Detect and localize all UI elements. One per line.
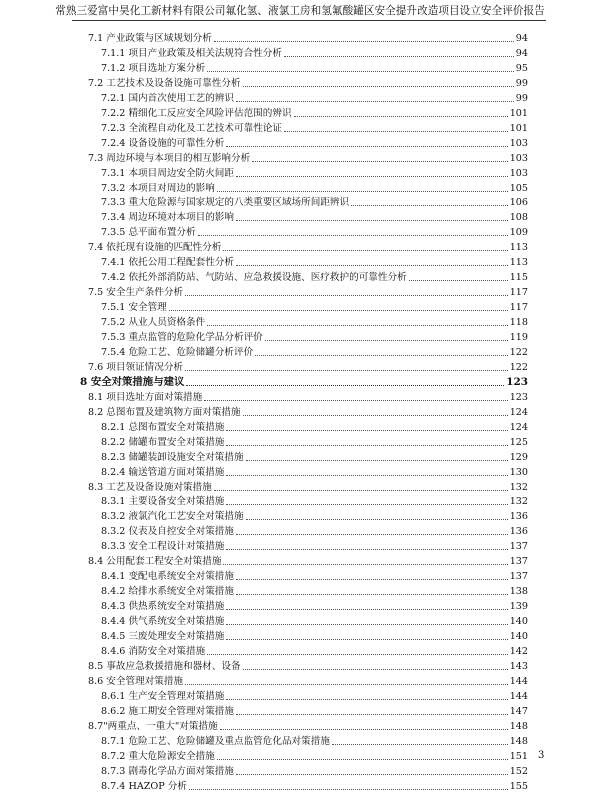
- toc-entry-label: 8.3.3 安全工程设计对策措施: [101, 541, 225, 553]
- toc-entry-page: 117: [509, 287, 528, 299]
- toc-dot-leader: [226, 504, 507, 505]
- toc-entry-label: 8 安全对策措施与建议: [80, 375, 185, 388]
- toc-entry-label: 8.4 公用配套工程安全对策措施: [88, 556, 222, 568]
- toc-entry[interactable]: [101, 433, 528, 448]
- toc-entry-label: 8.4.3 供热系统安全对策措施: [101, 601, 225, 613]
- page-header: 常熟三爱富中昊化工新材料有限公司氟化氢、液氯工房和氢氟酸罐区安全提升改造项目设立安全评价报告: [55, 5, 545, 17]
- toc-dot-leader: [236, 220, 508, 221]
- toc-entry-label: 8.6.2 施工期安全管理对策措施: [101, 705, 234, 717]
- toc-entry-label: 7.4 依托现有设施的匹配性分析: [88, 242, 222, 254]
- toc-entry-page: 137: [509, 541, 528, 553]
- toc-dot-leader: [217, 191, 508, 192]
- toc-dot-leader: [226, 639, 507, 640]
- toc-entry-label: 8.4.1 变配电系统安全对策措施: [101, 571, 234, 583]
- toc-entry-page: 140: [509, 616, 528, 628]
- toc-dot-leader: [207, 654, 507, 655]
- toc-entry[interactable]: [101, 507, 528, 522]
- toc-entry[interactable]: [101, 702, 528, 717]
- toc-entry-label: 7.1 产业政策与区域规划分析: [88, 33, 212, 44]
- toc-entry-label: 7.3.2 本项目对周边的影响: [101, 182, 215, 194]
- toc-dot-leader: [226, 430, 507, 431]
- toc-entry[interactable]: [101, 732, 528, 747]
- toc-entry-page: 140: [509, 631, 528, 642]
- toc-entry-page: 115: [509, 272, 528, 284]
- toc-entry-page: 101: [509, 107, 528, 119]
- toc-dot-leader: [236, 101, 514, 102]
- toc-entry-page: 108: [509, 212, 528, 224]
- toc-entry[interactable]: [101, 582, 528, 597]
- toc-entry-page: 143: [509, 660, 528, 672]
- toc-entry[interactable]: [101, 253, 528, 268]
- toc-entry-page: 118: [509, 317, 528, 329]
- toc-entry-page: 124: [509, 406, 528, 418]
- toc-entry[interactable]: [101, 463, 528, 478]
- toc-entry-label: 7.4.2 依托外部消防站、气防站、应急救援设施、医疗救护的可靠性分析: [101, 272, 407, 284]
- toc-entry[interactable]: [88, 717, 528, 732]
- toc-dot-leader: [226, 475, 507, 476]
- toc-entry-page: 144: [509, 675, 528, 687]
- toc-dot-leader: [243, 669, 508, 670]
- toc-entry-label: 7.5.2 从业人员资格条件: [101, 317, 206, 329]
- toc-entry-page: 148: [509, 735, 528, 747]
- toc-entry-label: 8.4.6 消防安全对策措施: [101, 645, 206, 657]
- toc-entry[interactable]: [101, 268, 528, 283]
- toc-dot-leader: [186, 385, 504, 386]
- toc-dot-leader: [169, 310, 508, 311]
- toc-entry-page: 99: [515, 77, 528, 89]
- toc-entry[interactable]: [101, 59, 528, 74]
- toc-dot-leader: [252, 161, 507, 162]
- toc-entry-page: 103: [509, 167, 528, 179]
- toc-entry[interactable]: [101, 44, 528, 59]
- toc-entry-page: 125: [509, 436, 528, 448]
- toc-dot-leader: [226, 445, 507, 446]
- toc-entry-label: 7.3.1 本项目周边安全防火间距: [101, 167, 234, 179]
- toc-entry[interactable]: [101, 762, 528, 777]
- toc-entry-page: 119: [509, 332, 528, 343]
- toc-entry-page: 139: [509, 601, 528, 613]
- toc-entry-page: 130: [509, 466, 528, 478]
- toc-entry-page: 137: [509, 571, 528, 583]
- toc-entry[interactable]: [101, 119, 528, 134]
- toc-entry[interactable]: [88, 74, 528, 89]
- toc-dot-leader: [226, 609, 507, 610]
- toc-entry-label: 8.4.5 三废处理安全对策措施: [101, 631, 225, 642]
- toc-entry[interactable]: [88, 403, 528, 418]
- toc-entry-label: 7.6 项目领证情况分析: [88, 361, 184, 373]
- toc-entry-label: 7.2.3 全流程自动化及工艺技术可靠性论证: [101, 122, 282, 134]
- toc-entry[interactable]: [101, 597, 528, 612]
- toc-entry-page: 113: [509, 257, 528, 269]
- toc-entry[interactable]: [101, 612, 528, 627]
- toc-entry-label: 7.2.1 国内首次使用工艺的辨识: [101, 92, 234, 104]
- toc-entry-page: 136: [509, 526, 528, 538]
- toc-entry-page: 94: [515, 47, 528, 59]
- toc-entry[interactable]: [101, 89, 528, 104]
- toc-entry[interactable]: [88, 358, 528, 373]
- toc-entry-label: 7.3.5 总平面布置分析: [101, 227, 196, 239]
- toc-entry[interactable]: [101, 298, 528, 313]
- toc-entry-label: 8.4.2 给排水系统安全对策措施: [101, 586, 234, 598]
- toc-entry-label: 7.2.4 设备设施的可靠性分析: [101, 137, 225, 149]
- toc-entry[interactable]: [101, 164, 528, 179]
- toc-entry-label: 7.3 周边环境与本项目的相互影响分析: [88, 152, 251, 164]
- toc-dot-leader: [226, 549, 507, 550]
- toc-entry-label: 8.7"两重点、一重大"对策措施: [88, 720, 218, 732]
- toc-dot-leader: [236, 774, 508, 775]
- toc-entry-label: 7.5.3 重点监管的危险化学品分析评价: [101, 332, 263, 343]
- toc-dot-leader: [243, 86, 514, 87]
- toc-dot-leader: [409, 280, 508, 281]
- toc-entry-page: 117: [509, 302, 528, 314]
- header-rule: [72, 20, 546, 21]
- toc-entry-label: 8.7.4 HAZOP 分析: [101, 780, 187, 792]
- toc-entry-label: 8.7.3 剧毒化学品方面对策措施: [101, 765, 234, 777]
- toc-entry-label: 7.5.1 安全管理: [101, 302, 167, 314]
- toc-entry[interactable]: [101, 208, 528, 223]
- toc-chapter-entry[interactable]: [80, 373, 528, 388]
- toc-dot-leader: [214, 490, 508, 491]
- toc-dot-leader: [236, 594, 508, 595]
- toc-entry-label: 8.6.1 生产安全管理对策措施: [101, 690, 225, 702]
- toc-entry[interactable]: [101, 687, 528, 702]
- toc-entry[interactable]: [101, 642, 528, 657]
- toc-entry-page: 106: [509, 197, 528, 209]
- toc-entry[interactable]: [101, 313, 528, 328]
- toc-dot-leader: [236, 176, 508, 177]
- toc-entry-page: 109: [509, 227, 528, 239]
- toc-entry-page: 122: [509, 346, 528, 358]
- toc-dot-leader: [236, 265, 508, 266]
- toc-dot-leader: [185, 295, 508, 296]
- toc-dot-leader: [265, 340, 508, 341]
- toc-entry-page: 132: [509, 481, 528, 493]
- toc-dot-leader: [207, 71, 514, 72]
- toc-dot-leader: [217, 759, 508, 760]
- toc-entry-label: 8.2 总图布置及建筑物方面对策措施: [88, 406, 241, 418]
- toc-entry-label: 7.5.4 危险工艺、危险储罐分析评价: [101, 346, 254, 358]
- toc-dot-leader: [351, 205, 508, 206]
- toc-entry-label: 8.3.1 主要设备安全对策措施: [101, 496, 225, 508]
- toc-entry-label: 8.3.2 仪表及自控安全对策措施: [101, 526, 234, 538]
- toc-entry[interactable]: [88, 657, 528, 672]
- toc-entry-page: 95: [515, 62, 528, 74]
- toc-entry[interactable]: [88, 283, 528, 298]
- toc-entry-page: 103: [509, 152, 528, 164]
- toc-entry[interactable]: [88, 29, 528, 44]
- toc-entry-label: 8.2.2 储罐布置安全对策措施: [101, 436, 225, 448]
- toc-dot-leader: [226, 624, 507, 625]
- toc-entry[interactable]: [101, 193, 528, 208]
- toc-entry[interactable]: [88, 478, 528, 493]
- toc-dot-leader: [214, 41, 514, 42]
- toc-dot-leader: [236, 579, 508, 580]
- toc-entry-label: 8.2.4 输送管道方面对策措施: [101, 466, 225, 478]
- toc-dot-leader: [255, 355, 508, 356]
- toc-entry-label: 7.1.1 项目产业政策及相关法规符合性分析: [101, 47, 282, 59]
- toc-entry-page: 138: [509, 586, 528, 598]
- toc-entry[interactable]: [101, 747, 528, 762]
- toc-entry[interactable]: [101, 448, 528, 463]
- toc-entry-page: 152: [509, 765, 528, 777]
- toc-entry[interactable]: [101, 223, 528, 238]
- toc-entry-label: 8.1 项目选址方面对策措施: [88, 391, 203, 403]
- toc-entry[interactable]: [101, 627, 528, 642]
- toc-entry-label: 7.2.2 精细化工反应安全风险评估范围的辨识: [101, 107, 292, 119]
- toc-entry-page: 155: [509, 780, 528, 792]
- toc-dot-leader: [185, 684, 508, 685]
- toc-dot-leader: [284, 131, 508, 132]
- toc-entry-page: 113: [509, 242, 528, 254]
- toc-entry[interactable]: [101, 179, 528, 194]
- toc-entry-page: 123: [506, 375, 528, 388]
- toc-dot-leader: [236, 534, 508, 535]
- toc-dot-leader: [226, 699, 507, 700]
- toc-entry-page: 105: [509, 182, 528, 194]
- toc-entry[interactable]: [101, 522, 528, 537]
- toc-entry-label: 7.2 工艺技术及设备设施可靠性分析: [88, 77, 241, 89]
- toc-dot-leader: [207, 325, 507, 326]
- toc-entry[interactable]: [101, 777, 528, 792]
- toc-entry-label: 7.4.1 依托公用工程配套性分析: [101, 257, 234, 269]
- toc-entry[interactable]: [101, 134, 528, 149]
- toc-entry-label: 7.3.4 周边环境对本项目的影响: [101, 212, 234, 224]
- toc-dot-leader: [236, 714, 508, 715]
- toc-entry[interactable]: [88, 672, 528, 687]
- toc-entry-label: 8.5 事故应急救援措施和器材、设备: [88, 660, 241, 672]
- toc-dot-leader: [294, 116, 508, 117]
- toc-entry-page: 147: [509, 705, 528, 717]
- toc-entry-label: 8.3.2 液氯汽化工艺安全对策措施: [101, 511, 244, 523]
- toc-dot-leader: [223, 250, 507, 251]
- toc-entry-page: 101: [509, 122, 528, 134]
- toc-entry-page: 103: [509, 137, 528, 149]
- toc-dot-leader: [246, 519, 508, 520]
- toc-entry-label: 7.5 安全生产条件分析: [88, 287, 184, 299]
- toc-entry-page: 94: [515, 33, 528, 44]
- toc-entry[interactable]: [101, 492, 528, 507]
- toc-entry-page: 136: [509, 511, 528, 523]
- toc-entry-label: 8.2.3 储罐装卸设施安全对策措施: [101, 451, 244, 463]
- toc-entry-label: 8.3 工艺及设备设施对策措施: [88, 481, 212, 493]
- toc-entry-page: 123: [509, 391, 528, 403]
- toc-entry[interactable]: [101, 343, 528, 358]
- toc-entry-page: 132: [509, 496, 528, 508]
- toc-entry-label: 8.4.4 供气系统安全对策措施: [101, 616, 225, 628]
- toc-entry[interactable]: [88, 238, 528, 253]
- page-number: 3: [538, 750, 545, 761]
- toc-entry-page: 124: [509, 421, 528, 433]
- toc-entry-page: 151: [509, 750, 528, 762]
- toc-entry-page: 142: [509, 645, 528, 657]
- toc-dot-leader: [246, 460, 508, 461]
- toc-dot-leader: [332, 744, 508, 745]
- toc-entry-page: 137: [509, 556, 528, 568]
- toc-dot-leader: [198, 235, 508, 236]
- toc-entry[interactable]: [101, 104, 528, 119]
- toc-dot-leader: [185, 370, 508, 371]
- toc-entry-page: 148: [509, 720, 528, 732]
- toc-dot-leader: [189, 789, 508, 790]
- toc-dot-leader: [284, 56, 514, 57]
- toc-entry-page: 99: [515, 92, 528, 104]
- toc-entry[interactable]: [88, 552, 528, 567]
- toc-entry-label: 8.7.1 危险工艺、危险储罐及重点监管危化品对策措施: [101, 735, 330, 747]
- toc-dot-leader: [223, 564, 507, 565]
- toc-entry[interactable]: [88, 149, 528, 164]
- toc-entry[interactable]: [88, 388, 528, 403]
- toc-entry[interactable]: [101, 537, 528, 552]
- toc-entry-label: 8.2.1 总图布置安全对策措施: [101, 421, 225, 433]
- toc-entry[interactable]: [101, 418, 528, 433]
- toc-entry-label: 7.1.2 项目选址方案分析: [101, 62, 206, 74]
- toc-entry-label: 7.3.3 重大危险源与国家规定的八类重要区域场所间距辨识: [101, 197, 350, 209]
- toc-entry-page: 129: [509, 451, 528, 463]
- toc-entry[interactable]: [101, 328, 528, 343]
- toc-entry-label: 8.7.2 重大危险源安全措施: [101, 750, 215, 762]
- toc-dot-leader: [226, 146, 507, 147]
- toc-entry-label: 8.6 安全管理对策措施: [88, 675, 184, 687]
- toc-entry[interactable]: [101, 567, 528, 582]
- toc-entry-page: 144: [509, 690, 528, 702]
- toc-dot-leader: [243, 415, 508, 416]
- toc-dot-leader: [204, 400, 507, 401]
- toc-entry-page: 122: [509, 361, 528, 373]
- toc-dot-leader: [220, 729, 508, 730]
